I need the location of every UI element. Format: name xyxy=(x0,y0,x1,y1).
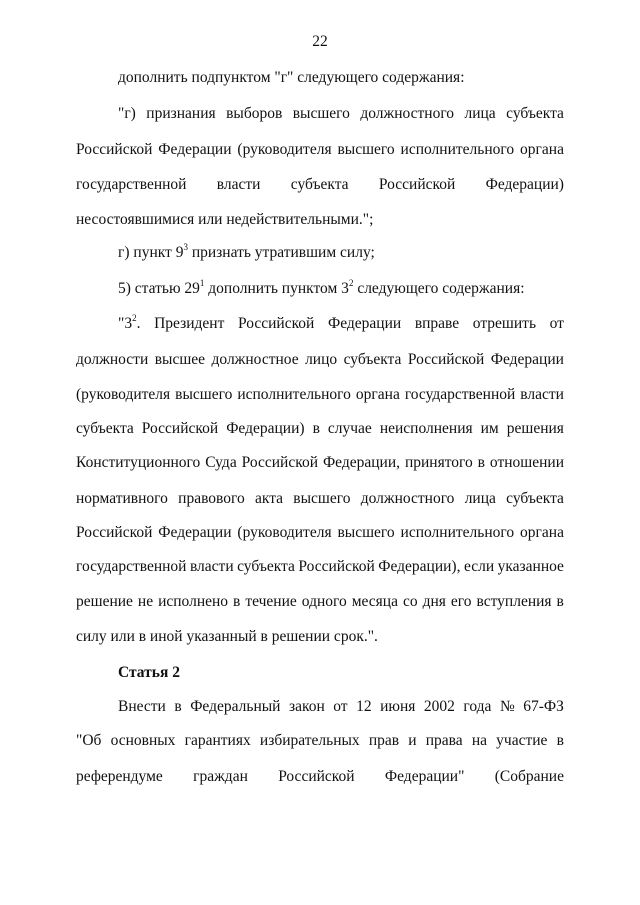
word: основных xyxy=(110,732,176,749)
word: Российской xyxy=(407,351,485,368)
word: 2002 xyxy=(423,698,455,715)
word: Президент xyxy=(154,315,225,332)
word: правового xyxy=(178,490,245,507)
word: субъекта xyxy=(237,558,295,575)
paragraph-line-justified xyxy=(118,697,564,717)
word: 12 xyxy=(356,698,372,715)
word: "г) xyxy=(118,105,136,122)
word: субъекта xyxy=(506,490,564,507)
word: случае xyxy=(327,420,372,437)
text-run: 5) статью 29 xyxy=(118,280,200,297)
word: высшее xyxy=(154,351,206,368)
word: в xyxy=(312,420,320,437)
word: Федерации) xyxy=(485,176,564,193)
word: Федерации xyxy=(490,351,564,368)
word: Российской xyxy=(237,315,315,332)
point-number xyxy=(118,314,140,334)
word: органа xyxy=(520,141,564,158)
word: Федерации, xyxy=(322,454,401,471)
word: не xyxy=(137,593,154,610)
word: вправе xyxy=(414,315,460,332)
word: Федерации xyxy=(158,524,232,541)
word: Российской xyxy=(76,141,153,158)
paragraph-line-justified xyxy=(76,592,564,612)
word: права xyxy=(425,732,463,749)
word: Российской xyxy=(298,558,375,575)
word: в xyxy=(556,732,564,749)
paragraph-line-justified xyxy=(76,523,564,543)
word: субъекта xyxy=(76,420,134,437)
text-run: г) пункт 9 xyxy=(118,244,184,261)
page-number: 22 xyxy=(312,33,328,50)
word: должностного xyxy=(360,490,455,507)
paragraph-line-justified xyxy=(118,314,564,334)
word: государственной xyxy=(76,176,187,193)
paragraph-line: дополнить подпунктом "г" следующего содержания: xyxy=(118,69,465,86)
text-run: признать утратившим силу; xyxy=(187,244,375,261)
word: и xyxy=(408,732,417,749)
word: 67-ФЗ xyxy=(523,698,564,715)
word: должностное xyxy=(211,351,299,368)
paragraph-line: силу или в иной указанный в решении срок.". xyxy=(76,628,378,645)
paragraph-line-justified xyxy=(76,489,564,509)
word: власти xyxy=(189,558,234,575)
word: № xyxy=(499,698,515,715)
text-run: дополнить пунктом 3 xyxy=(204,280,349,297)
word: акта xyxy=(254,490,284,507)
word: субъекта xyxy=(506,105,564,122)
superscript: 3 xyxy=(183,241,188,252)
word: Российской xyxy=(378,176,456,193)
word: лицо xyxy=(305,351,338,368)
word: лица xyxy=(464,105,496,122)
word: июня xyxy=(380,698,416,715)
word: его xyxy=(450,593,472,610)
word: высшего xyxy=(337,524,395,541)
word: власти xyxy=(216,176,261,193)
article-heading: Статья 2 xyxy=(118,664,180,681)
word: в xyxy=(233,593,241,610)
word: месяца xyxy=(351,593,398,610)
word: Федеральный xyxy=(190,698,281,715)
word: в xyxy=(477,454,485,471)
paragraph-line-justified xyxy=(76,385,564,405)
word: закон xyxy=(288,698,325,715)
paragraph-line-justified xyxy=(76,140,564,160)
paragraph-line-justified xyxy=(76,419,564,439)
word: от xyxy=(333,698,348,715)
word: должности xyxy=(76,351,149,368)
word: (руководителя xyxy=(76,386,171,403)
word: года xyxy=(463,698,492,715)
word: им xyxy=(480,420,499,437)
word: Внести xyxy=(118,698,166,715)
word: на xyxy=(471,732,487,749)
word: решения xyxy=(506,420,564,437)
word: Федерации xyxy=(327,315,402,332)
word: Российской xyxy=(76,524,153,541)
word: исполнительного xyxy=(400,524,515,541)
superscript: 2 xyxy=(348,277,354,288)
word: Российской xyxy=(278,768,355,785)
word: одного xyxy=(301,593,347,610)
word: в xyxy=(174,698,182,715)
word: если xyxy=(463,558,495,575)
word: дня xyxy=(422,593,446,610)
word: выборов xyxy=(226,105,283,122)
word: Федерации" xyxy=(384,768,465,785)
word: отношении xyxy=(489,454,564,471)
word: органа xyxy=(355,386,400,403)
paragraph-line-justified xyxy=(76,350,564,370)
paragraph-line-justified xyxy=(76,557,564,577)
word: "Об xyxy=(76,732,102,749)
superscript: 2 xyxy=(132,312,137,323)
paragraph-line xyxy=(118,279,564,299)
word: Федерации xyxy=(158,141,232,158)
word: исполнено xyxy=(158,593,229,610)
word: органа xyxy=(520,524,564,541)
paragraph-line-justified xyxy=(76,453,564,473)
word: исполнительного xyxy=(237,386,351,403)
word: (Собрание xyxy=(494,768,564,785)
word: Российской xyxy=(141,420,219,437)
word: отрешить xyxy=(472,315,537,332)
word: принятого xyxy=(404,454,473,471)
word: неисполнения xyxy=(379,420,473,437)
word: течение xyxy=(245,593,297,610)
word: Российской xyxy=(241,454,319,471)
paragraph-line xyxy=(118,243,564,263)
superscript: 1 xyxy=(199,277,205,288)
word: указанное xyxy=(497,558,564,575)
word: признания xyxy=(146,105,216,122)
paragraph-line: несостоявшимися или недействительными."; xyxy=(76,211,374,228)
word: лица xyxy=(464,490,496,507)
word: от xyxy=(549,315,564,332)
word: государственной xyxy=(404,386,516,403)
word: гарантиях xyxy=(184,732,251,749)
word: исполнительного xyxy=(400,141,515,158)
word: Суда xyxy=(205,454,237,471)
word: избирательных xyxy=(259,732,360,749)
word: в xyxy=(556,593,564,610)
word: субъекта xyxy=(290,176,349,193)
paragraph-line-justified xyxy=(76,175,564,195)
word: прав xyxy=(368,732,400,749)
word: (руководителя xyxy=(237,524,332,541)
word: вступления xyxy=(476,593,552,610)
text-run: . xyxy=(136,315,141,332)
word: высшего xyxy=(292,105,350,122)
word: власти xyxy=(520,386,564,403)
word: со xyxy=(402,593,418,610)
paragraph-line-justified xyxy=(118,104,564,124)
word: должностного xyxy=(360,105,455,122)
word: Федерации) xyxy=(226,420,305,437)
word: граждан xyxy=(193,768,248,785)
word: государственной xyxy=(76,558,187,575)
text-run: следующего содержания: xyxy=(353,280,525,297)
paragraph-line-justified xyxy=(76,767,564,787)
word: высшего xyxy=(175,386,233,403)
word: нормативного xyxy=(76,490,168,507)
word: Федерации), xyxy=(378,558,461,575)
word: субъекта xyxy=(343,351,402,368)
text-run: "3 xyxy=(118,315,133,332)
paragraph-line-justified xyxy=(76,731,564,751)
word: Конституционного xyxy=(76,454,201,471)
word: высшего xyxy=(293,490,351,507)
word: участие xyxy=(496,732,548,749)
word: решение xyxy=(76,593,133,610)
word: высшего xyxy=(337,141,395,158)
word: (руководителя xyxy=(237,141,332,158)
word: референдуме xyxy=(76,768,163,785)
